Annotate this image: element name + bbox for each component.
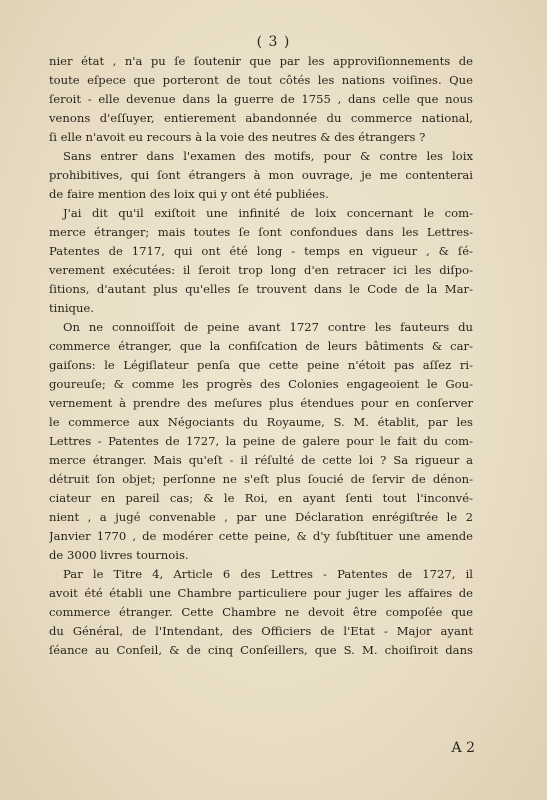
text-line: ſeroit - elle devenue dans la guerre de 1755 , dans celle que nous (49, 92, 473, 106)
text-line: Par le Titre 4, Article 6 des Lettres - Patentes de 1727, il (63, 567, 473, 581)
text-line: ſi elle n'avoit eu recours à la voie des neutres & des étrangers ? (49, 130, 426, 144)
text-line: ciateur en pareil cas; & le Roi, en ayant ſenti tout l'inconvé- (49, 491, 473, 505)
text-line: Janvier 1770 , de modérer cette peine, & d'y ſubſtituer une amende (49, 529, 473, 543)
text-line: merce étranger. Mais qu'eſt - il réſulté de cette loi ? Sa rigueur a (49, 453, 473, 467)
text-line: verement exécutées: il ſeroit trop long d'en retracer ici les diſpo- (49, 263, 473, 277)
text-line: Lettres - Patentes de 1727, la peine de galere pour le fait du com- (49, 434, 473, 448)
text-line: ſitions, d'autant plus qu'elles ſe trouvent dans le Code de la Mar- (49, 282, 473, 296)
text-line: nier état , n'a pu ſe ſoutenir que par les approviſionnements de (49, 54, 473, 68)
text-line: venons d'eſſuyer, entierement abandonnée du commerce national, (49, 111, 473, 125)
text-line: vernement à prendre des meſures plus étendues pour en conſerver (49, 396, 473, 410)
text-line: Sans entrer dans l'examen des motifs, pour & contre les loix (63, 149, 473, 163)
text-line: Patentes de 1717, qui ont été long - temps en vigueur , & ſé- (49, 244, 473, 258)
signature-mark: A 2 (451, 740, 475, 756)
text-line: J'ai dit qu'il exiſtoit une infinité de loix concernant le com- (63, 206, 473, 220)
text-line: merce étranger; mais toutes ſe ſont confondues dans les Lettres- (49, 225, 473, 239)
text-line: nient , a jugé convenable , par une Déclaration enrégiſtrée le 2 (49, 510, 473, 524)
text-line: commerce étranger. Cette Chambre ne devoit être compoſée que (49, 605, 473, 619)
text-line: avoit été établi une Chambre particuliere pour juger les affaires de (49, 586, 473, 600)
text-line: tinique. (49, 301, 94, 315)
text-line: commerce étranger, que la confiſcation de leurs bâtiments & car- (49, 339, 473, 353)
text-line: On ne connoiſſoit de peine avant 1727 contre les fauteurs du (63, 320, 473, 334)
body-text (49, 52, 473, 660)
text-line: ſéance au Conſeil, & de cinq Conſeillers, que S. M. choiſiroit dans (49, 643, 473, 657)
text-line: goureuſe; & comme les progrès des Colonies engageoient le Gou- (49, 377, 473, 391)
text-line: prohibitives, qui ſont étrangers à mon ouvrage, je me contenterai (49, 168, 473, 182)
text-line: toute eſpece que porteront de tout côtés les nations voiſines. Que (49, 73, 473, 87)
text-line: de faire mention des loix qui y ont été publiées. (49, 187, 329, 201)
text-line: du Général, de l'Intendant, des Officiers de l'Etat - Major ayant (49, 624, 473, 638)
text-line: détruit ſon objet; perſonne ne s'eſt plus ſoucié de ſervir de dénon- (49, 472, 473, 486)
page-number: ( 3 ) (256, 34, 291, 50)
text-line: gaiſons: le Légiſlateur penſa que cette peine n'étoit pas aſſez ri- (49, 358, 473, 372)
text-line: le commerce aux Négociants du Royaume, S. M. établit, par les (49, 415, 473, 429)
text-line: de 3000 livres tournois. (49, 548, 189, 562)
